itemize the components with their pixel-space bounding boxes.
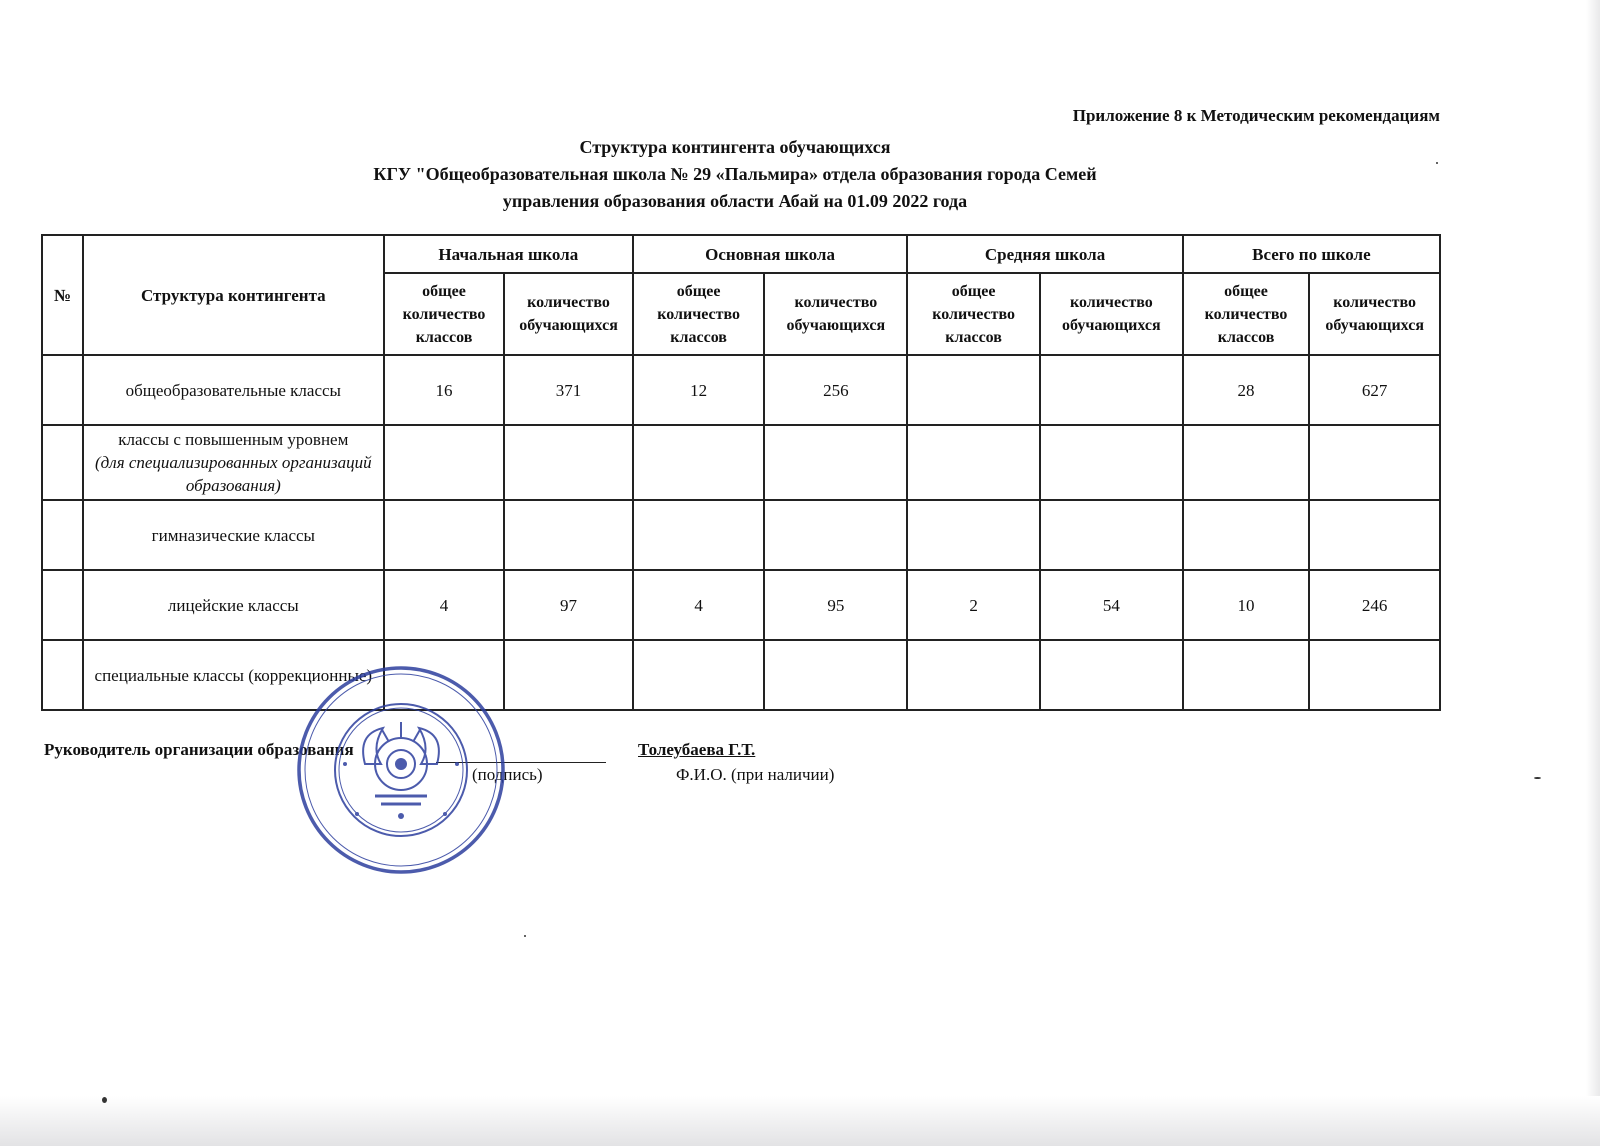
row-number (42, 640, 83, 710)
cell-value (907, 425, 1040, 500)
sub-header-students: количество обучающихся (504, 273, 633, 355)
row-number (42, 500, 83, 570)
cell-value: 4 (633, 570, 765, 640)
table-row (42, 500, 1440, 570)
cell-value: 97 (504, 570, 633, 640)
cell-value (1040, 500, 1183, 570)
cell-value: 627 (1309, 355, 1440, 425)
cell-value (764, 640, 907, 710)
cell-value (764, 425, 907, 500)
cell-value (633, 500, 765, 570)
cell-value: 95 (764, 570, 907, 640)
cell-value (504, 640, 633, 710)
scan-edge (1586, 0, 1600, 1146)
cell-value (384, 500, 504, 570)
cell-value (633, 640, 765, 710)
official-seal-stamp (295, 664, 507, 876)
cell-value (1183, 500, 1310, 570)
group-header-basic: Основная школа (633, 235, 907, 273)
cell-value (1309, 500, 1440, 570)
row-label-text: гимназические классы (151, 525, 315, 545)
cell-value: 371 (504, 355, 633, 425)
appendix-note: Приложение 8 к Методическим рекомендациям (1072, 106, 1440, 125)
cell-value: 12 (633, 355, 765, 425)
cell-value: 4 (384, 570, 504, 640)
table-row (42, 570, 1440, 640)
cell-value (1040, 355, 1183, 425)
cell-value (1183, 425, 1310, 500)
sub-header-students: количество обучающихся (1040, 273, 1183, 355)
scan-edge (0, 1096, 1600, 1146)
cell-value (504, 425, 633, 500)
cell-value: 16 (384, 355, 504, 425)
col-number-header: № (42, 235, 83, 355)
document-title: Структура контингента обучающихся (579, 137, 891, 157)
sub-header-classes: общее количество классов (1183, 273, 1310, 355)
head-of-organization-label: Руководитель организации образования (44, 740, 354, 759)
cell-value (384, 425, 504, 500)
cell-value (1309, 425, 1440, 500)
cell-value (504, 500, 633, 570)
cell-value (1040, 425, 1183, 500)
row-number (42, 425, 83, 500)
contingent-table (41, 234, 1441, 711)
cell-value (764, 500, 907, 570)
row-label-text: классы с повышенным уровнем (118, 430, 349, 449)
sub-header-classes: общее количество классов (633, 273, 765, 355)
sub-header-students: количество обучающихся (1309, 273, 1440, 355)
col-structure-header: Структура контингента (83, 235, 384, 355)
cell-value: 54 (1040, 570, 1183, 640)
cell-value: 2 (907, 570, 1040, 640)
cell-value (907, 355, 1040, 425)
cell-value (907, 500, 1040, 570)
row-label-text: общеобразовательные классы (125, 380, 341, 400)
sub-header-students: количество обучающихся (764, 273, 907, 355)
row-number (42, 570, 83, 640)
row-label-text: специальные классы (коррекционные) (94, 665, 373, 685)
cell-value (633, 425, 765, 500)
table-row (42, 425, 1440, 500)
row-label (83, 425, 384, 500)
cell-value: 28 (1183, 355, 1310, 425)
fio-caption: Ф.И.О. (при наличии) (676, 765, 835, 784)
scan-speck (524, 935, 526, 937)
cell-value (1183, 640, 1310, 710)
scan-speck (1436, 162, 1438, 164)
cell-value: 256 (764, 355, 907, 425)
group-header-secondary: Средняя школа (907, 235, 1183, 273)
group-header-total: Всего по школе (1183, 235, 1440, 273)
table-row (42, 640, 1440, 710)
group-header-primary: Начальная школа (384, 235, 633, 273)
row-number (42, 355, 83, 425)
cell-value (907, 640, 1040, 710)
signature-caption: (подпись) (472, 765, 543, 784)
school-name: КГУ "Общеобразовательная школа № 29 «Пальмира» отдела образования города Семей (373, 164, 1097, 184)
cell-value: 10 (1183, 570, 1310, 640)
scan-speck (102, 1097, 107, 1103)
table-row (42, 355, 1440, 425)
cell-value (1309, 640, 1440, 710)
row-label-note: (для специализированных организаций образования) (95, 453, 372, 495)
row-label (83, 570, 384, 640)
date-line: управления образования области Абай на 01.09 2022 года (502, 191, 968, 211)
sub-header-classes: общее количество классов (907, 273, 1040, 355)
cell-value: 246 (1309, 570, 1440, 640)
row-label-text: лицейские классы (167, 595, 299, 615)
sub-header-classes: общее количество классов (384, 273, 504, 355)
cell-value (1040, 640, 1183, 710)
head-name: Толеубаева Г.Т. (638, 740, 756, 759)
row-label (83, 355, 384, 425)
row-label (83, 500, 384, 570)
document-title-block (240, 134, 1230, 215)
scan-speck (1534, 777, 1541, 779)
